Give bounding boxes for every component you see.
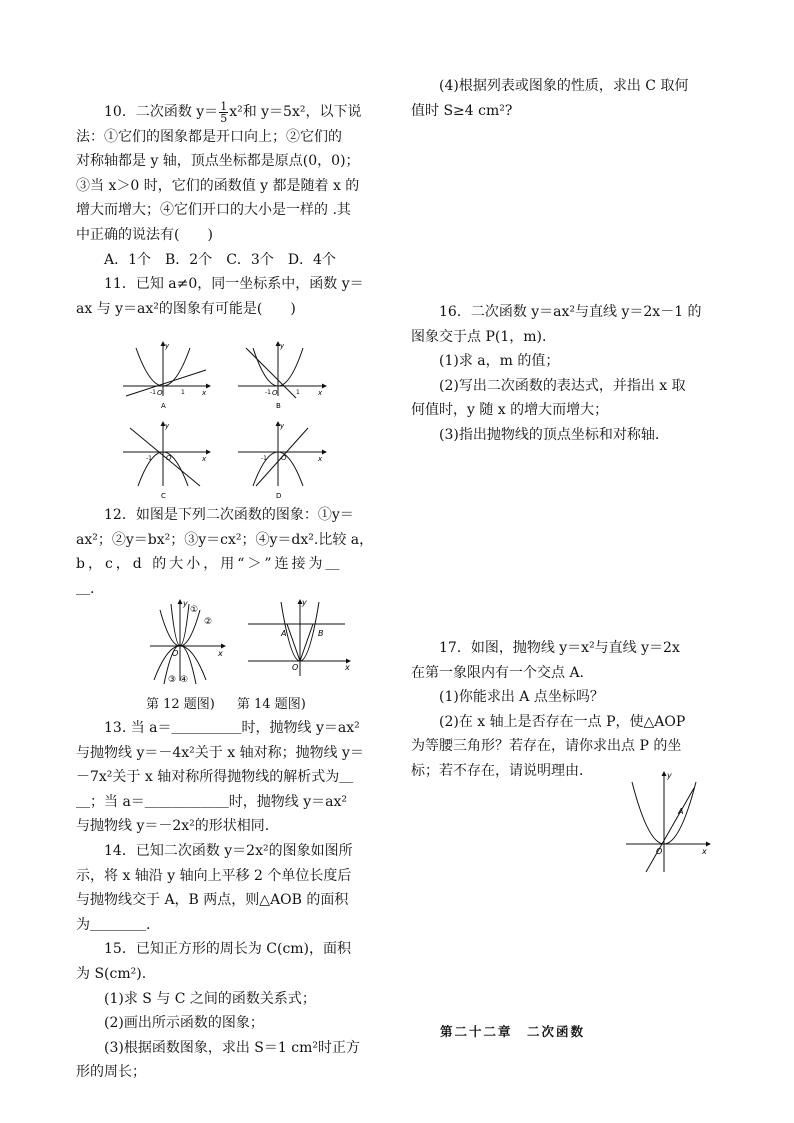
caption-q14: 第 14 题图) <box>236 697 306 712</box>
axis-x-label: x <box>202 389 207 397</box>
q15-line: 15．已知正方形的周长为 C(cm)，面积 <box>104 941 352 958</box>
page-footer: 第二十二章 二次函数 <box>440 1024 586 1039</box>
tick-label: -1 <box>265 389 271 396</box>
q12-q14-figures <box>140 596 370 688</box>
axis-y-label: y <box>280 422 285 430</box>
q17-sub: (2)在 x 轴上是否存在一点 P，使△AOP <box>439 713 686 730</box>
q17-figure <box>624 768 720 874</box>
q15-line: 为 S(cm²). <box>76 965 147 982</box>
q16-sub: (2)写出二次函数的表达式，并指出 x 取 <box>439 377 686 394</box>
curve-label-3: ③ <box>168 675 177 685</box>
origin-label: O <box>166 454 172 462</box>
question-16 <box>411 300 723 448</box>
left-column <box>76 100 384 321</box>
graph-label-b: B <box>276 402 281 410</box>
q11-graphs <box>118 336 342 508</box>
q13-line: 与抛物线 y＝－4x²关于 x 轴对称；抛物线 y＝ <box>76 744 364 761</box>
q15-4-line: 值时 S≥4 cm²? <box>411 102 513 119</box>
axis-x-label: x <box>218 649 223 658</box>
question-11 <box>76 272 384 321</box>
tick-label: -1 <box>150 389 156 396</box>
q11-line: 11．已知 a≠0，同一坐标系中，函数 y＝ <box>104 276 364 293</box>
graph-label-a: A <box>161 402 166 410</box>
q16-line: 图象交于点 P(1，m). <box>411 328 547 345</box>
origin-label: O <box>292 663 299 672</box>
q10-line: ③当 x＞0 时，它们的函数值 y 都是随着 x 的 <box>76 177 360 194</box>
axis-y-label: y <box>302 598 307 607</box>
q12-line: ax²；②y＝bx²；③y＝cx²；④y＝dx².比较 a， <box>76 531 374 548</box>
question-12 <box>76 503 384 601</box>
point-b-label: B <box>318 629 324 638</box>
q16-line: 16．二次函数 y＝ax²与直线 y＝2x－1 的 <box>439 304 702 320</box>
axis-y-label: y <box>280 342 285 350</box>
q17-sub: (1)你能求出 A 点坐标吗？ <box>439 689 604 706</box>
origin-label: O <box>272 389 278 397</box>
axis-x-label: x <box>318 455 323 463</box>
question-10 <box>76 100 384 272</box>
q17-line: 17．如图，抛物线 y＝x²与直线 y＝2x <box>439 640 680 656</box>
q16-sub: (1)求 a，m 的值； <box>439 353 560 370</box>
q13-line: －7x²关于 x 轴对称所得抛物线的解析式为＿ <box>76 769 354 786</box>
axis-x-label: x <box>345 663 350 672</box>
q11-line: ax 与 y＝ax²的图象有可能是( ) <box>76 300 296 317</box>
q13-line: 与抛物线 y＝－2x²的形状相同. <box>76 818 270 835</box>
q14-line: 为＿＿＿＿. <box>76 916 151 933</box>
q13-line: ＿；当 a＝＿＿＿＿＿＿时，抛物线 y＝ax² <box>76 793 348 810</box>
figure-captions <box>146 693 306 718</box>
q12-line: b，c，d 的大小，用“＞”连接为＿ <box>76 556 343 573</box>
q17-sub: 标；若不存在，请说明理由. <box>411 762 584 779</box>
graph-a <box>123 342 210 396</box>
q17-sub: 为等腰三角形？若存在，请你求出点 P 的坐 <box>411 738 682 755</box>
q12-graph <box>150 600 225 684</box>
origin-label: O <box>656 847 663 856</box>
q10-line: 对称轴都是 y 轴，顶点坐标都是原点(0，0)； <box>76 153 360 170</box>
point-a-label: A <box>281 629 287 638</box>
q12-line: 12．如图是下列二次函数的图象：①y＝ <box>104 507 354 523</box>
origin-label: O <box>281 454 287 462</box>
q15-sub: (2)画出所示函数的图象； <box>104 1015 264 1032</box>
q14-line: 与抛物线交于 A，B 两点，则△AOB 的面积 <box>76 892 349 909</box>
caption-q12: 第 12 题图) <box>146 697 215 712</box>
q10-head: 10．二次函数 y＝ $\frac{1}{5}$ x²和 y＝5x²，以下说 <box>104 99 362 125</box>
curve-label-4: ④ <box>180 675 189 685</box>
origin-label: O <box>157 389 163 397</box>
question-17 <box>411 636 723 784</box>
q14-graph <box>248 600 350 676</box>
q16-sub: (3)指出抛物线的顶点坐标和对称轴. <box>439 426 660 443</box>
fraction: $\frac{1}{5}$ <box>220 99 228 125</box>
point-a-label: A <box>678 807 684 816</box>
q15-sub: (1)求 S 与 C 之间的函数关系式； <box>104 990 316 1007</box>
graph-label-d: D <box>276 492 282 500</box>
curve-label-2: ② <box>204 617 213 627</box>
q15-sub: (3)根据函数图象，求出 S＝1 cm²时正方 <box>104 1039 360 1056</box>
axis-y-label: y <box>183 599 188 608</box>
q10-line: 增大而增大；④它们开口的大小是一样的 .其 <box>76 202 351 219</box>
q10-options: A．1个 B．2个 C．3个 D．4个 <box>104 251 336 268</box>
axis-x-label: x <box>318 389 323 397</box>
q12-line: ＿. <box>76 580 95 597</box>
axis-x-label: x <box>202 455 207 463</box>
origin-label: O <box>172 649 179 658</box>
tick-label: -1 <box>261 455 267 462</box>
q10-line: 法：①它们的图象都是开口向上；②它们的 <box>76 128 342 145</box>
q13-line: 13. 当 a＝＿＿＿＿＿时，抛物线 y＝ax² <box>104 720 360 736</box>
graph-b <box>238 342 326 398</box>
tick-label: 1 <box>296 389 300 396</box>
q16-sub: 何值时，y 随 x 的增大而增大； <box>411 402 609 419</box>
curve-label-1: ① <box>190 605 199 615</box>
q15-4-line: (4)根据列表或图象的性质，求出 C 取何 <box>439 78 689 94</box>
tick-label: 1 <box>181 389 185 396</box>
axis-y-label: y <box>667 771 672 780</box>
q14-line: 14．已知二次函数 y＝2x²的图象如图所 <box>104 842 353 859</box>
right-column <box>411 74 721 123</box>
q17-line: 在第一象限内有一个交点 A. <box>411 664 585 681</box>
axis-y-label: y <box>165 422 170 430</box>
questions-13-15 <box>76 716 386 1085</box>
graph-label-c: C <box>161 492 166 500</box>
q17-graph <box>626 772 710 872</box>
q14-line: 示，将 x 轴沿 y 轴向上平移 2 个单位长度后 <box>76 867 352 884</box>
axis-x-label: x <box>702 847 707 856</box>
tick-label: -1 <box>146 455 152 462</box>
q15-sub: 形的周长； <box>76 1064 146 1081</box>
q10-line: 中正确的说法有( ) <box>76 226 213 243</box>
axis-y-label: y <box>165 342 170 350</box>
